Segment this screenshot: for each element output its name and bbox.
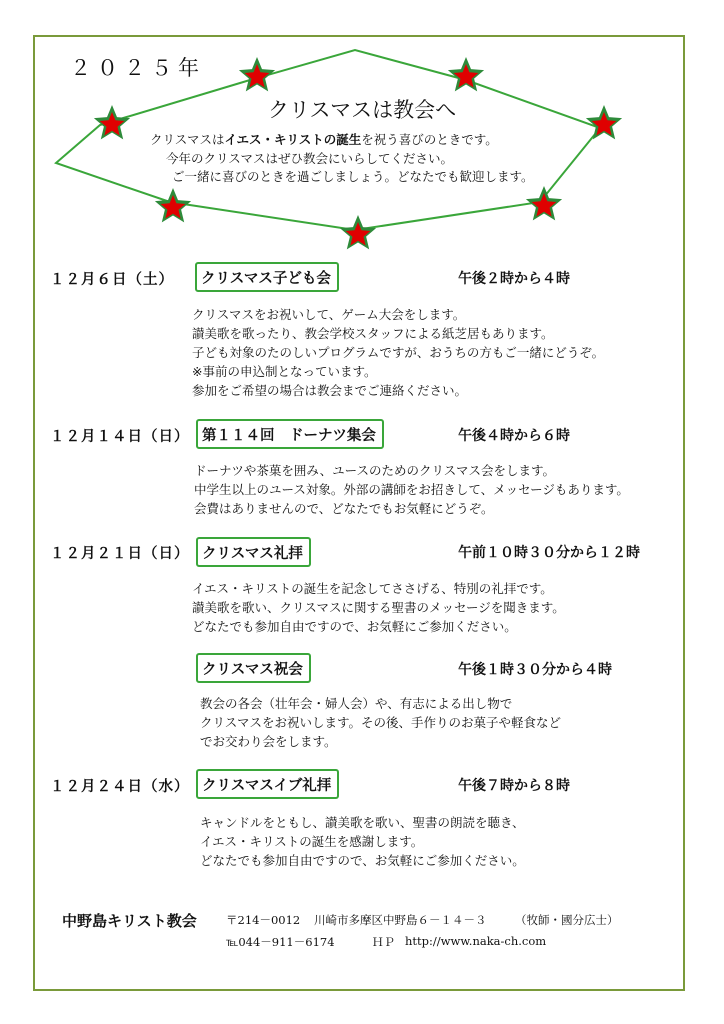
event-time: 午後７時から８時 — [458, 778, 570, 794]
event-name-box: クリスマスイブ礼拝 — [196, 769, 339, 799]
event-name-box: クリスマス礼拝 — [196, 537, 311, 567]
description-line: 中学生以上のユース対象。外部の講師をお招きして、メッセージもあります。 — [194, 482, 629, 497]
postal-code: 〒214－0012 — [226, 913, 301, 927]
description-line: 子ども対象のたのしいプログラムですが、おうちの方もご一緒にどうぞ。 — [192, 345, 605, 360]
event-time: 午前１０時３０分から１２時 — [458, 545, 640, 561]
event-description — [192, 305, 604, 400]
event-name-box: 第１１４回 ドーナツ集会 — [196, 419, 384, 449]
phone-number: ℡044－911－6174 — [226, 935, 335, 949]
intro-text: クリスマスは — [150, 132, 225, 147]
intro-line-2: 今年のクリスマスはぜひ教会にいらしてください。 — [166, 151, 454, 166]
description-line: ドーナツや茶菓を囲み、ユースのためのクリスマス会をします。 — [194, 463, 556, 478]
intro-bold-text: イエス・キリストの誕生 — [224, 132, 362, 147]
description-line: 会費はありませんので、どなたでもお気軽にどうぞ。 — [194, 501, 494, 516]
description-line: キャンドルをともし、讃美歌を歌い、聖書の朗読を聴き、 — [200, 815, 525, 830]
description-line: どなたでも参加自由ですので、お気軽にご参加ください。 — [200, 853, 525, 868]
event-date: １２月１４日（日） — [50, 429, 190, 445]
intro-line-1 — [150, 131, 498, 149]
event-time: 午後４時から６時 — [458, 428, 570, 444]
intro-text: を祝う喜びのときです。 — [361, 132, 498, 147]
description-line: クリスマスをお祝いします。その後、手作りのお菓子や軽食など — [200, 715, 562, 730]
year-label: ２０２５年 — [70, 56, 205, 80]
description-line: 参加をご希望の場合は教会までご連絡ください。 — [192, 383, 468, 398]
event-time: 午後２時から４時 — [458, 271, 570, 287]
pastor-name: （牧師・國分広士） — [515, 913, 619, 927]
description-line: ※事前の申込制となっています。 — [192, 364, 377, 379]
description-line: 讃美歌を歌い、クリスマスに関する聖書のメッセージを聞きます。 — [192, 600, 565, 615]
address: 川崎市多摩区中野島６－１４－３ — [314, 913, 487, 927]
event-date: １２月６日（土） — [50, 272, 174, 288]
event-name-box: クリスマス子ども会 — [195, 262, 339, 292]
homepage-url[interactable]: http://www.naka-ch.com — [405, 934, 547, 948]
event-name-box: クリスマス祝会 — [196, 653, 311, 683]
event-description — [192, 579, 565, 636]
description-line: でお交わり会をします。 — [200, 734, 337, 749]
page-title: クリスマスは教会へ — [267, 98, 457, 122]
event-description — [200, 694, 561, 751]
event-date: １２月２４日（水） — [50, 779, 190, 795]
description-line: イエス・キリストの誕生を感謝します。 — [200, 834, 424, 849]
church-name: 中野島キリスト教会 — [62, 912, 197, 930]
event-time: 午後１時３０分から４時 — [458, 662, 612, 678]
description-line: 教会の各会（壮年会・婦人会）や、有志による出し物で — [200, 696, 513, 711]
intro-line-3: ご一緒に喜びのときを過ごしましょう。どなたでも歓迎します。 — [172, 169, 534, 184]
description-line: 讃美歌を歌ったり、教会学校スタッフによる紙芝居もあります。 — [192, 326, 554, 341]
description-line: クリスマスをお祝いして、ゲーム大会をします。 — [192, 307, 466, 322]
event-description — [200, 813, 525, 870]
star-banner — [0, 0, 724, 260]
event-date: １２月２１日（日） — [50, 546, 190, 562]
homepage-label: ＨＰ — [372, 935, 395, 949]
description-line: イエス・キリストの誕生を記念してささげる、特別の礼拝です。 — [192, 581, 553, 596]
event-description — [194, 461, 629, 518]
description-line: どなたでも参加自由ですので、お気軽にご参加ください。 — [192, 619, 517, 634]
